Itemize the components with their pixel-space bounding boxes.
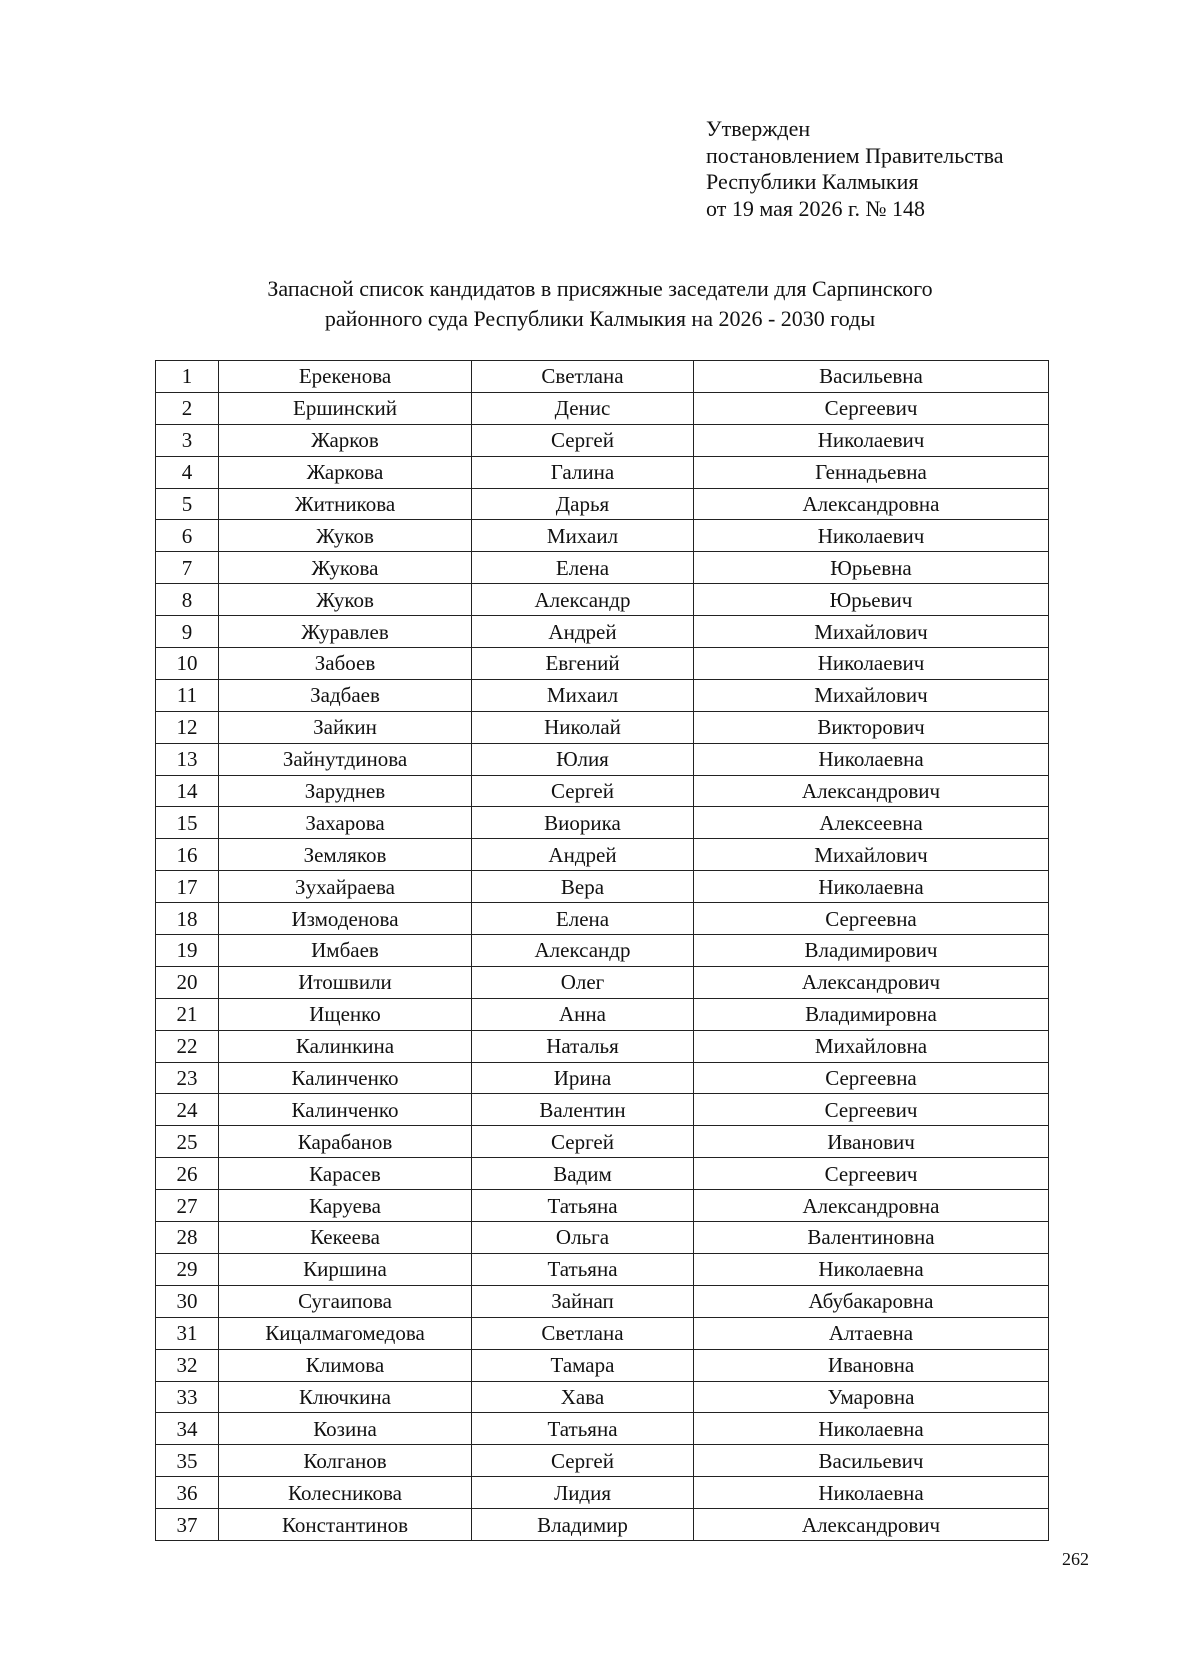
first-name-cell: Светлана bbox=[472, 361, 694, 393]
table-row bbox=[156, 743, 1049, 775]
row-number-cell: 21 bbox=[156, 998, 219, 1030]
row-number-cell: 11 bbox=[156, 679, 219, 711]
patronymic-cell: Владимировна bbox=[694, 998, 1049, 1030]
patronymic-cell: Михайловна bbox=[694, 1030, 1049, 1062]
patronymic-cell: Александрович bbox=[694, 966, 1049, 998]
first-name-cell: Андрей bbox=[472, 839, 694, 871]
surname-cell: Ершинский bbox=[219, 392, 472, 424]
surname-cell: Итошвили bbox=[219, 966, 472, 998]
first-name-cell: Татьяна bbox=[472, 1190, 694, 1222]
first-name-cell: Сергей bbox=[472, 1126, 694, 1158]
surname-cell: Ерекенова bbox=[219, 361, 472, 393]
table-row bbox=[156, 1413, 1049, 1445]
table-row bbox=[156, 871, 1049, 903]
row-number-cell: 6 bbox=[156, 520, 219, 552]
surname-cell: Колесникова bbox=[219, 1477, 472, 1509]
row-number-cell: 4 bbox=[156, 456, 219, 488]
row-number-cell: 1 bbox=[156, 361, 219, 393]
document-title-line-1: Запасной список кандидатов в присяжные заседатели для Сарпинского bbox=[267, 276, 933, 301]
table-row bbox=[156, 1317, 1049, 1349]
table-row bbox=[156, 1158, 1049, 1190]
patronymic-cell: Николаевна bbox=[694, 1413, 1049, 1445]
surname-cell: Калинкина bbox=[219, 1030, 472, 1062]
row-number-cell: 36 bbox=[156, 1477, 219, 1509]
first-name-cell: Елена bbox=[472, 552, 694, 584]
first-name-cell: Зайнап bbox=[472, 1285, 694, 1317]
first-name-cell: Хава bbox=[472, 1381, 694, 1413]
row-number-cell: 22 bbox=[156, 1030, 219, 1062]
table-row bbox=[156, 616, 1049, 648]
table-row bbox=[156, 1381, 1049, 1413]
surname-cell: Зухайраева bbox=[219, 871, 472, 903]
surname-cell: Калинченко bbox=[219, 1062, 472, 1094]
row-number-cell: 16 bbox=[156, 839, 219, 871]
surname-cell: Забоев bbox=[219, 648, 472, 680]
row-number-cell: 34 bbox=[156, 1413, 219, 1445]
patronymic-cell: Иванович bbox=[694, 1126, 1049, 1158]
surname-cell: Имбаев bbox=[219, 935, 472, 967]
surname-cell: Козина bbox=[219, 1413, 472, 1445]
approval-line: Республики Калмыкия bbox=[706, 169, 919, 194]
row-number-cell: 13 bbox=[156, 743, 219, 775]
surname-cell: Задбаев bbox=[219, 679, 472, 711]
row-number-cell: 15 bbox=[156, 807, 219, 839]
row-number-cell: 17 bbox=[156, 871, 219, 903]
surname-cell: Киршина bbox=[219, 1253, 472, 1285]
surname-cell: Земляков bbox=[219, 839, 472, 871]
surname-cell: Журавлев bbox=[219, 616, 472, 648]
surname-cell: Сугаипова bbox=[219, 1285, 472, 1317]
first-name-cell: Галина bbox=[472, 456, 694, 488]
surname-cell: Жарков bbox=[219, 424, 472, 456]
candidates-table-body bbox=[156, 361, 1049, 1541]
first-name-cell: Андрей bbox=[472, 616, 694, 648]
row-number-cell: 33 bbox=[156, 1381, 219, 1413]
document-title bbox=[0, 274, 1200, 334]
approval-date-line: от 19 мая 2026 г. № 148 bbox=[706, 195, 926, 221]
patronymic-cell: Алексеевна bbox=[694, 807, 1049, 839]
patronymic-cell: Васильевна bbox=[694, 361, 1049, 393]
patronymic-cell: Сергеевич bbox=[694, 1158, 1049, 1190]
table-row bbox=[156, 711, 1049, 743]
first-name-cell: Вадим bbox=[472, 1158, 694, 1190]
patronymic-cell: Александрович bbox=[694, 1509, 1049, 1541]
patronymic-cell: Абубакаровна bbox=[694, 1285, 1049, 1317]
patronymic-cell: Николаевна bbox=[694, 743, 1049, 775]
patronymic-cell: Александрович bbox=[694, 775, 1049, 807]
table-row bbox=[156, 903, 1049, 935]
first-name-cell: Сергей bbox=[472, 1445, 694, 1477]
first-name-cell: Владимир bbox=[472, 1509, 694, 1541]
first-name-cell: Лидия bbox=[472, 1477, 694, 1509]
surname-cell: Жуков bbox=[219, 584, 472, 616]
row-number-cell: 9 bbox=[156, 616, 219, 648]
first-name-cell: Юлия bbox=[472, 743, 694, 775]
page-number: 262 bbox=[1062, 1549, 1089, 1569]
row-number-cell: 30 bbox=[156, 1285, 219, 1317]
first-name-cell: Сергей bbox=[472, 775, 694, 807]
surname-cell: Карасев bbox=[219, 1158, 472, 1190]
patronymic-cell: Николаевич bbox=[694, 648, 1049, 680]
patronymic-cell: Михайлович bbox=[694, 839, 1049, 871]
first-name-cell: Тамара bbox=[472, 1349, 694, 1381]
row-number-cell: 3 bbox=[156, 424, 219, 456]
table-row bbox=[156, 424, 1049, 456]
table-row bbox=[156, 935, 1049, 967]
first-name-cell: Анна bbox=[472, 998, 694, 1030]
table-row bbox=[156, 552, 1049, 584]
surname-cell: Зайнутдинова bbox=[219, 743, 472, 775]
row-number-cell: 29 bbox=[156, 1253, 219, 1285]
surname-cell: Ищенко bbox=[219, 998, 472, 1030]
first-name-cell: Михаил bbox=[472, 679, 694, 711]
patronymic-cell: Александровна bbox=[694, 488, 1049, 520]
table-row bbox=[156, 1030, 1049, 1062]
first-name-cell: Николай bbox=[472, 711, 694, 743]
table-row bbox=[156, 520, 1049, 552]
table-row bbox=[156, 998, 1049, 1030]
row-number-cell: 35 bbox=[156, 1445, 219, 1477]
first-name-cell: Наталья bbox=[472, 1030, 694, 1062]
row-number-cell: 20 bbox=[156, 966, 219, 998]
table-row bbox=[156, 839, 1049, 871]
surname-cell: Жаркова bbox=[219, 456, 472, 488]
patronymic-cell: Сергеевич bbox=[694, 392, 1049, 424]
patronymic-cell: Николаевна bbox=[694, 1253, 1049, 1285]
row-number-cell: 19 bbox=[156, 935, 219, 967]
first-name-cell: Евгений bbox=[472, 648, 694, 680]
patronymic-cell: Алтаевна bbox=[694, 1317, 1049, 1349]
patronymic-cell: Михайлович bbox=[694, 616, 1049, 648]
patronymic-cell: Владимирович bbox=[694, 935, 1049, 967]
table-row bbox=[156, 1445, 1049, 1477]
patronymic-cell: Умаровна bbox=[694, 1381, 1049, 1413]
first-name-cell: Вера bbox=[472, 871, 694, 903]
first-name-cell: Татьяна bbox=[472, 1253, 694, 1285]
first-name-cell: Ирина bbox=[472, 1062, 694, 1094]
row-number-cell: 12 bbox=[156, 711, 219, 743]
surname-cell: Карабанов bbox=[219, 1126, 472, 1158]
table-row bbox=[156, 584, 1049, 616]
row-number-cell: 24 bbox=[156, 1094, 219, 1126]
surname-cell: Измоденова bbox=[219, 903, 472, 935]
table-row bbox=[156, 1222, 1049, 1254]
table-row bbox=[156, 456, 1049, 488]
first-name-cell: Александр bbox=[472, 584, 694, 616]
row-number-cell: 14 bbox=[156, 775, 219, 807]
patronymic-cell: Николаевна bbox=[694, 1477, 1049, 1509]
first-name-cell: Михаил bbox=[472, 520, 694, 552]
first-name-cell: Елена bbox=[472, 903, 694, 935]
table-row bbox=[156, 1349, 1049, 1381]
table-row bbox=[156, 775, 1049, 807]
patronymic-cell: Михайлович bbox=[694, 679, 1049, 711]
table-row bbox=[156, 1126, 1049, 1158]
table-row bbox=[156, 361, 1049, 393]
patronymic-cell: Ивановна bbox=[694, 1349, 1049, 1381]
surname-cell: Захарова bbox=[219, 807, 472, 839]
first-name-cell: Ольга bbox=[472, 1222, 694, 1254]
table-row bbox=[156, 392, 1049, 424]
first-name-cell: Сергей bbox=[472, 424, 694, 456]
table-row bbox=[156, 679, 1049, 711]
surname-cell: Жуков bbox=[219, 520, 472, 552]
row-number-cell: 18 bbox=[156, 903, 219, 935]
table-row bbox=[156, 1509, 1049, 1541]
surname-cell: Ключкина bbox=[219, 1381, 472, 1413]
table-row bbox=[156, 1190, 1049, 1222]
patronymic-cell: Валентиновна bbox=[694, 1222, 1049, 1254]
first-name-cell: Александр bbox=[472, 935, 694, 967]
row-number-cell: 7 bbox=[156, 552, 219, 584]
surname-cell: Калинченко bbox=[219, 1094, 472, 1126]
patronymic-cell: Васильевич bbox=[694, 1445, 1049, 1477]
table-row bbox=[156, 488, 1049, 520]
row-number-cell: 25 bbox=[156, 1126, 219, 1158]
table-row bbox=[156, 1477, 1049, 1509]
first-name-cell: Виорика bbox=[472, 807, 694, 839]
table-row bbox=[156, 966, 1049, 998]
patronymic-cell: Николаевна bbox=[694, 871, 1049, 903]
row-number-cell: 8 bbox=[156, 584, 219, 616]
row-number-cell: 32 bbox=[156, 1349, 219, 1381]
row-number-cell: 27 bbox=[156, 1190, 219, 1222]
table-row bbox=[156, 1285, 1049, 1317]
surname-cell: Колганов bbox=[219, 1445, 472, 1477]
first-name-cell: Олег bbox=[472, 966, 694, 998]
first-name-cell: Светлана bbox=[472, 1317, 694, 1349]
table-row bbox=[156, 648, 1049, 680]
row-number-cell: 10 bbox=[156, 648, 219, 680]
surname-cell: Климова bbox=[219, 1349, 472, 1381]
first-name-cell: Татьяна bbox=[472, 1413, 694, 1445]
table-row bbox=[156, 1094, 1049, 1126]
first-name-cell: Валентин bbox=[472, 1094, 694, 1126]
patronymic-cell: Сергеевна bbox=[694, 903, 1049, 935]
patronymic-cell: Геннадьевна bbox=[694, 456, 1049, 488]
patronymic-cell: Викторович bbox=[694, 711, 1049, 743]
surname-cell: Жукова bbox=[219, 552, 472, 584]
surname-cell: Заруднев bbox=[219, 775, 472, 807]
patronymic-cell: Николаевич bbox=[694, 424, 1049, 456]
first-name-cell: Денис bbox=[472, 392, 694, 424]
patronymic-cell: Сергеевич bbox=[694, 1094, 1049, 1126]
row-number-cell: 5 bbox=[156, 488, 219, 520]
patronymic-cell: Николаевич bbox=[694, 520, 1049, 552]
surname-cell: Зайкин bbox=[219, 711, 472, 743]
approval-line: постановлением Правительства bbox=[706, 142, 1004, 168]
row-number-cell: 28 bbox=[156, 1222, 219, 1254]
row-number-cell: 23 bbox=[156, 1062, 219, 1094]
surname-cell: Кекеева bbox=[219, 1222, 472, 1254]
patronymic-cell: Юрьевич bbox=[694, 584, 1049, 616]
row-number-cell: 2 bbox=[156, 392, 219, 424]
approval-line: Утвержден bbox=[706, 116, 811, 141]
table-row bbox=[156, 1062, 1049, 1094]
row-number-cell: 26 bbox=[156, 1158, 219, 1190]
candidates-table bbox=[155, 360, 1049, 1541]
surname-cell: Житникова bbox=[219, 488, 472, 520]
surname-cell: Каруева bbox=[219, 1190, 472, 1222]
table-row bbox=[156, 807, 1049, 839]
row-number-cell: 37 bbox=[156, 1509, 219, 1541]
surname-cell: Константинов bbox=[219, 1509, 472, 1541]
patronymic-cell: Юрьевна bbox=[694, 552, 1049, 584]
row-number-cell: 31 bbox=[156, 1317, 219, 1349]
patronymic-cell: Александровна bbox=[694, 1190, 1049, 1222]
patronymic-cell: Сергеевна bbox=[694, 1062, 1049, 1094]
surname-cell: Кицалмагомедова bbox=[219, 1317, 472, 1349]
table-row bbox=[156, 1253, 1049, 1285]
approval-block bbox=[706, 116, 1004, 222]
document-title-line-2: районного суда Республики Калмыкия на 2026 - 2030 годы bbox=[324, 306, 876, 331]
first-name-cell: Дарья bbox=[472, 488, 694, 520]
